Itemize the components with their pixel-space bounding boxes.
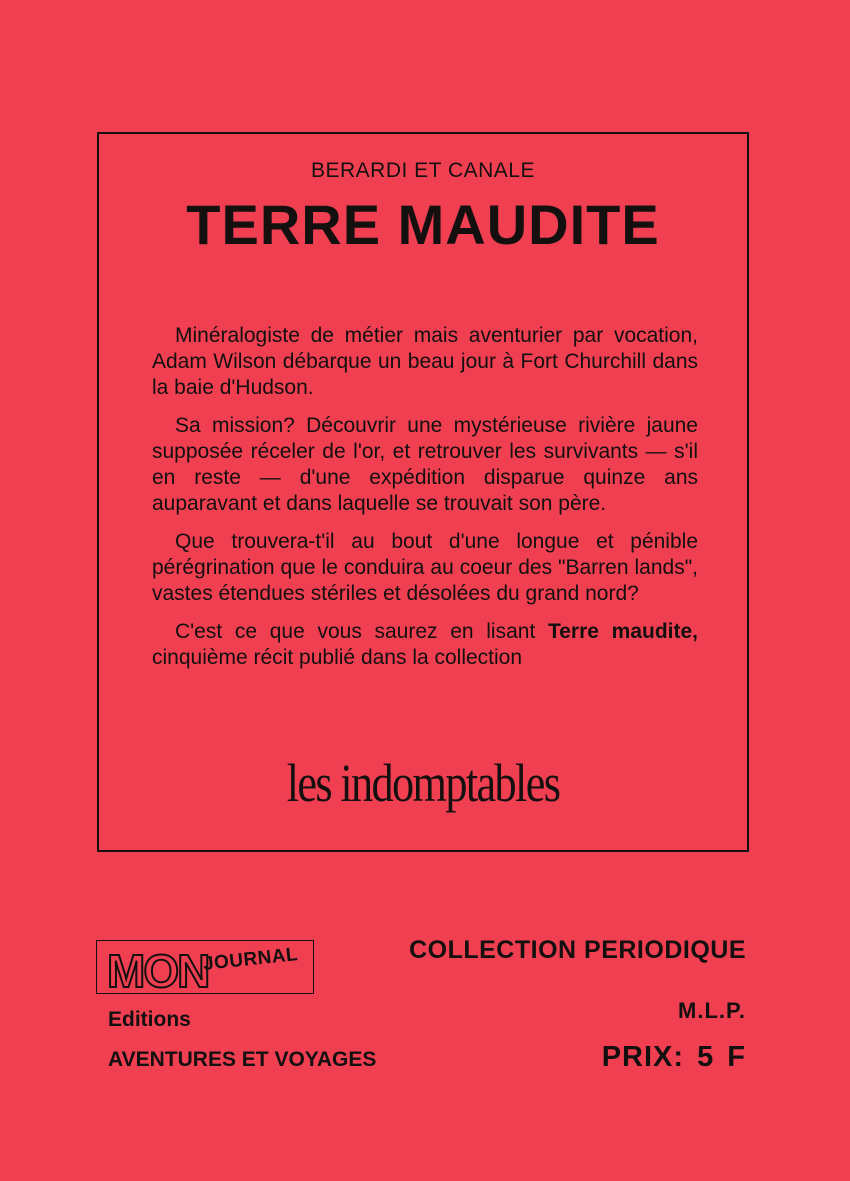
authors: BERARDI ET CANALE	[310, 159, 535, 182]
synopsis-paragraph-1: Minéralogiste de métier mais aventurier par vocation, Adam Wilson débarque un beau jour à Fort Churchill dans la baie d'Hudson.	[152, 324, 698, 399]
collection-label: COLLECTION PERIODIQUE	[409, 936, 746, 964]
series-name: les indomptables	[286, 753, 560, 813]
synopsis-paragraph-4	[152, 619, 698, 671]
synopsis	[152, 323, 698, 683]
logo-journal-text: JOURNAL	[202, 944, 300, 975]
publisher-name: AVENTURES ET VOYAGES	[108, 1048, 377, 1071]
logo-mon-text: MON	[107, 945, 209, 997]
synopsis-paragraph-2: Sa mission? Découvrir une mystérieuse rivière jaune supposée réceler de l'or, et retrouver les survivants — s'il en reste — d'une expédition disparue quinze ans auparavant et dans laquelle se trouvait son père.	[152, 414, 698, 515]
paragraph-4-title: Terre maudite,	[547, 620, 698, 643]
price-label: PRIX: 5 F	[601, 1041, 746, 1073]
editions-label: Editions	[108, 1008, 191, 1031]
text-frame	[97, 132, 749, 852]
book-title: TERRE MAUDITE	[186, 193, 660, 256]
mon-journal-logo	[96, 940, 314, 997]
paragraph-4-start: C'est ce que vous saurez en lisant	[175, 620, 548, 643]
paragraph-4-end: cinquième récit publié dans la collection	[152, 646, 523, 669]
mlp-label: M.L.P.	[678, 998, 746, 1023]
synopsis-paragraph-3: Que trouvera-t'il au bout d'une longue et pénible pérégrination que le conduira au coeur des "Barren lands", vastes étendues stériles et désolées du grand nord?	[152, 530, 698, 605]
